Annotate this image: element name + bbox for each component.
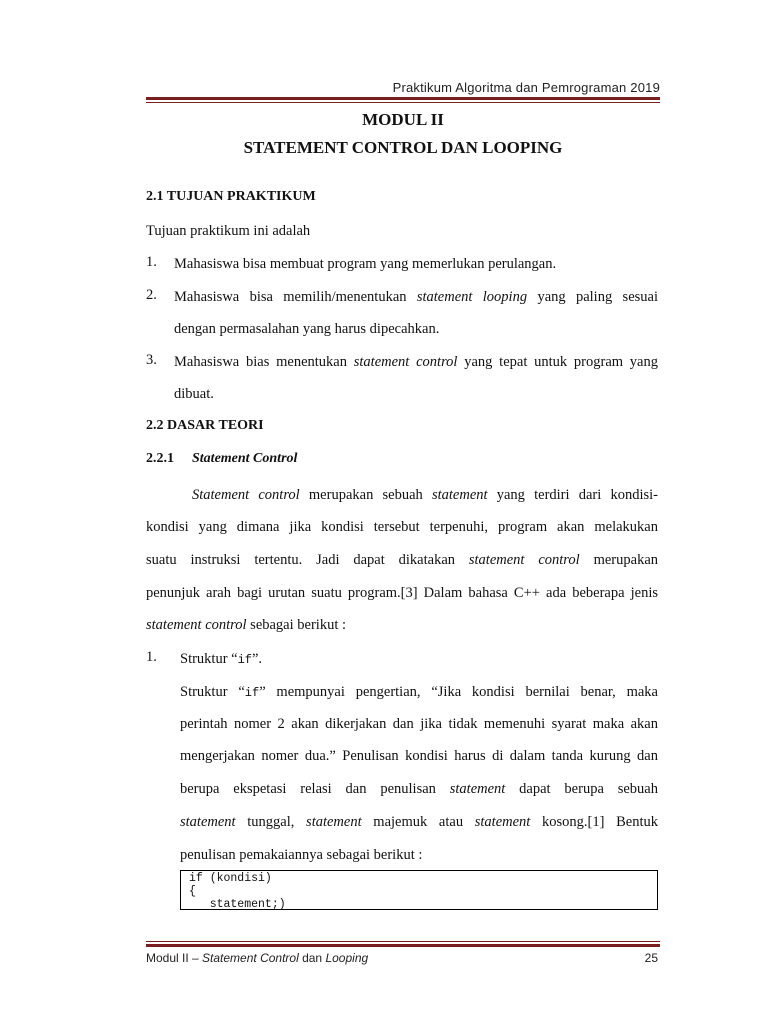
paragraph-line: kondisi yang dimana jika kondisi tersebut terpenuhi, program akan melakukan bbox=[146, 519, 658, 535]
running-header: Praktikum Algoritma dan Pemrograman 2019 bbox=[392, 80, 660, 95]
paragraph-line: penulisan pemakaiannya sebagai berikut : bbox=[180, 847, 423, 863]
list-number: 1. bbox=[146, 649, 157, 665]
list-number: 3. bbox=[146, 352, 157, 368]
header-rule-thin bbox=[146, 102, 660, 103]
paragraph-line: mengerjakan nomer dua.” Penulisan kondisi harus di dalam tanda kurung dan bbox=[180, 748, 658, 764]
subsection-number: 2.2.1 bbox=[146, 451, 174, 466]
module-subtitle: STATEMENT CONTROL DAN LOOPING bbox=[243, 138, 563, 157]
list-item: Mahasiswa bias menentukan statement control yang tepat untuk program yang bbox=[174, 354, 658, 370]
paragraph-line: Struktur “if” mempunyai pengertian, “Jika kondisi bernilai benar, maka bbox=[180, 684, 658, 700]
list-number: 2. bbox=[146, 287, 157, 303]
intro-text: Tujuan praktikum ini adalah bbox=[146, 223, 311, 239]
code-block: if (kondisi) { statement;) bbox=[180, 870, 658, 910]
paragraph-line: statement control sebagai berikut : bbox=[146, 617, 347, 633]
footer-rule-thin bbox=[146, 941, 660, 942]
list-item: Mahasiswa bisa membuat program yang memerlukan perulangan. bbox=[174, 256, 557, 272]
list-number: 1. bbox=[146, 254, 157, 270]
section-heading-tujuan: 2.1 TUJUAN PRAKTIKUM bbox=[146, 189, 316, 204]
list-item: Mahasiswa bisa memilih/menentukan statement looping yang paling sesuai bbox=[174, 289, 658, 305]
paragraph-line: berupa ekspetasi relasi dan penulisan statement dapat berupa sebuah bbox=[180, 781, 658, 797]
footer-rule-thick bbox=[146, 944, 660, 947]
subsection-title: Statement Control bbox=[192, 451, 298, 466]
paragraph-line: statement tunggal, statement majemuk atau statement kosong.[1] Bentuk bbox=[180, 814, 659, 830]
list-item-label: Struktur “if”. bbox=[180, 651, 263, 667]
module-title: MODUL II bbox=[362, 110, 444, 129]
paragraph-line: perintah nomer 2 akan dikerjakan dan jika tidak memenuhi syarat maka akan bbox=[180, 716, 658, 732]
page-number: 25 bbox=[644, 951, 658, 965]
paragraph-line: penunjuk arah bagi urutan suatu program.[3] Dalam bahasa C++ ada beberapa jenis bbox=[146, 585, 658, 601]
paragraph-line: Statement control merupakan sebuah statement yang terdiri dari kondisi- bbox=[192, 487, 658, 503]
list-item-continuation: dibuat. bbox=[174, 386, 214, 402]
running-footer: Modul II – Statement Control dan Looping bbox=[146, 951, 369, 965]
section-heading-dasar-teori: 2.2 DASAR TEORI bbox=[146, 418, 264, 433]
paragraph-line: suatu instruksi tertentu. Jadi dapat dikatakan statement control merupakan bbox=[146, 552, 659, 568]
list-item-continuation: dengan permasalahan yang harus dipecahkan. bbox=[174, 321, 440, 337]
header-rule-thick bbox=[146, 97, 660, 100]
